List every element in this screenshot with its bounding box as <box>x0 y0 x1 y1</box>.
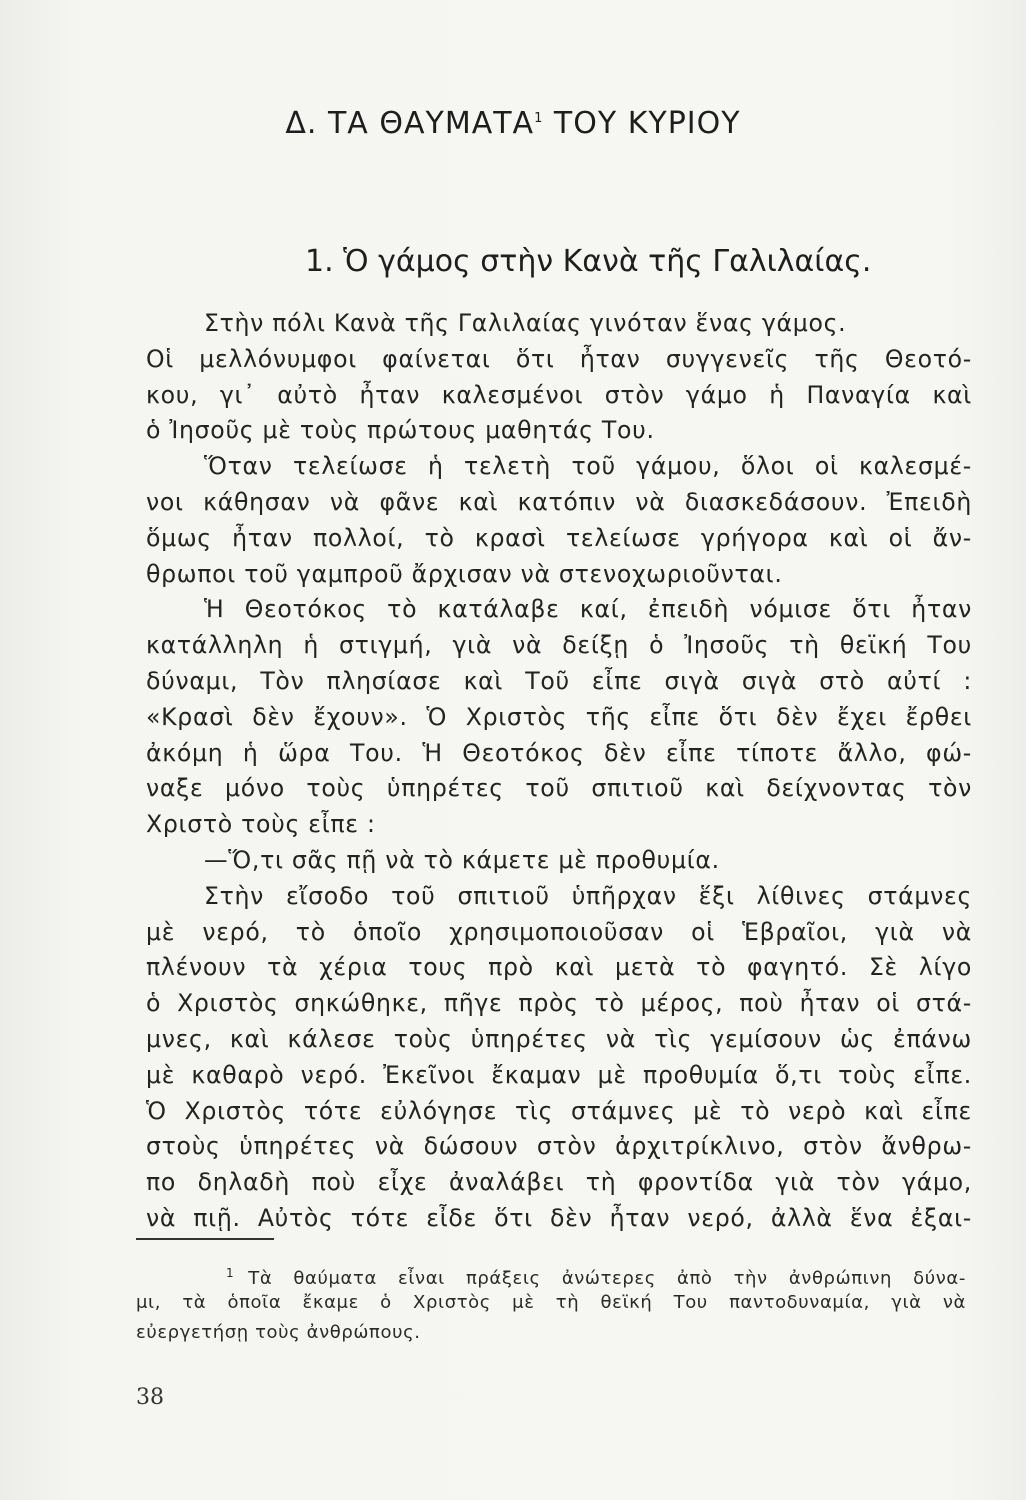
body-line: θρωποι τοῦ γαμπροῦ ἄρχισαν νὰ στενοχωριοῦνται. <box>146 559 783 588</box>
body-line: Χριστὸ τοὺς εἶπε : <box>146 810 376 839</box>
body-line: «Κρασὶ δὲν ἔχουν». Ὁ Χριστὸς τῆς εἶπε ὅτι δὲν ἔχει ἔρθει <box>146 702 972 731</box>
body-line: πλένουν τὰ χέρια τους πρὸ καὶ μετὰ τὸ φαγητό. Σὲ λίγο <box>146 953 972 982</box>
section-title: 1. Ὁ γάμος στὴν Κανὰ τῆς Γαλιλαίας. <box>305 244 872 279</box>
body-line: νοι κάθησαν νὰ φᾶνε καὶ κατόπιν νὰ διασκεδάσουν. Ἐπειδὴ <box>146 487 972 516</box>
body-line: πο δηλαδὴ ποὺ εἶχε ἀναλάβει τὴ φροντίδα γιὰ τὸν γάμο, <box>146 1168 972 1197</box>
footnote-line <box>136 1258 966 1288</box>
body-line: Στὴν πόλι Κανὰ τῆς Γαλιλαίας γινόταν ἕνας γάμος. <box>204 309 847 337</box>
body-line: Οἱ μελλόνυμφοι φαίνεται ὅτι ἦταν συγγενεῖς τῆς Θεοτό- <box>146 344 972 373</box>
body-line: —Ὅ,τι σᾶς πῇ νὰ τὸ κάμετε μὲ προθυμία. <box>204 845 720 874</box>
body-line: μὲ καθαρὸ νερό. Ἐκεῖνοι ἔκαμαν μὲ προθυμία ὅ,τι τοὺς εἶπε. <box>146 1060 972 1089</box>
body-line: Ὅταν τελείωσε ἡ τελετὴ τοῦ γάμου, ὅλοι οἱ καλεσμέ- <box>204 452 972 481</box>
footnote-line: εὐεργετήσῃ τοὺς ἀνθρώπους. <box>136 1322 421 1343</box>
body-line: Ἡ Θεοτόκος τὸ κατάλαβε καί, ἐπειδὴ νόμισε ὅτι ἦταν <box>204 595 972 624</box>
body-line: μνες, καὶ κάλεσε τοὺς ὑπηρέτες νὰ τὶς γεμίσουν ὡς ἐπάνω <box>146 1024 972 1053</box>
page-number: 38 <box>136 1385 164 1410</box>
body-line: ναξε μόνο τοὺς ὑπηρέτες τοῦ σπιτιοῦ καὶ δείχνοντας τὸν <box>146 774 972 803</box>
body-text <box>146 306 972 1237</box>
body-line: δύναμι, Τὸν πλησίασε καὶ Τοῦ εἶπε σιγὰ σιγὰ στὸ αὐτί : <box>146 666 972 695</box>
body-line: ὁ Ἰησοῦς μὲ τοὺς πρώτους μαθητάς Του. <box>146 416 655 445</box>
body-line: ἀκόμη ἡ ὥρα Του. Ἡ Θεοτόκος δὲν εἶπε τίποτε ἄλλο, φώ- <box>146 738 972 767</box>
chapter-title <box>0 106 1026 141</box>
body-line: Στὴν εἴσοδο τοῦ σπιτιοῦ ὑπῆρχαν ἕξι λίθινες στάμνες <box>204 881 972 910</box>
footnote-text: Τὰ θαύματα εἶναι πράξεις ἀνώτερες ἀπὸ τὴν ἀνθρώπινη δύνα- <box>248 1268 966 1289</box>
body-line: στοὺς ὑπηρέτες νὰ δώσουν στὸν ἀρχιτρίκλινο, στὸν ἄνθρω- <box>146 1132 972 1161</box>
body-line: κατάλληλη ἡ στιγμή, γιὰ νὰ δείξῃ ὁ Ἰησοῦς τὴ θεϊκή Του <box>146 631 972 660</box>
footnote-marker: 1 <box>226 1266 235 1280</box>
footnote <box>136 1258 966 1348</box>
body-line: Ὁ Χριστὸς τότε εὐλόγησε τὶς στάμνες μὲ τὸ νερὸ καὶ εἶπε <box>146 1096 972 1125</box>
chapter-title-text-end: ΤΟΥ ΚΥΡΙΟΥ <box>543 106 741 141</box>
chapter-title-text: Δ. ΤΑ ΘΑΥΜΑΤΑ <box>285 106 535 141</box>
body-line: νὰ πιῇ. Αὐτὸς τότε εἶδε ὅτι δὲν ἦταν νερό, ἀλλὰ ἕνα ἐξαι- <box>146 1203 972 1232</box>
footnote-line: μι, τὰ ὁποῖα ἔκαμε ὁ Χριστὸς μὲ τὴ θεϊκή Του παντοδυναμία, γιὰ νὰ <box>136 1292 966 1313</box>
chapter-title-footnote-marker: 1 <box>534 111 544 126</box>
body-line: μὲ νερό, τὸ ὁποῖο χρησιμοποιοῦσαν οἱ Ἑβραῖοι, γιὰ νὰ <box>146 917 972 946</box>
body-line: ὁ Χριστὸς σηκώθηκε, πῆγε πρὸς τὸ μέρος, ποὺ ἦταν οἱ στά- <box>146 989 972 1018</box>
body-line: κου, γι᾽ αὐτὸ ἦταν καλεσμένοι στὸν γάμο ἡ Παναγία καὶ <box>146 380 972 409</box>
body-line: ὅμως ἦταν πολλοί, τὸ κρασὶ τελείωσε γρήγορα καὶ οἱ ἄν- <box>146 523 972 552</box>
footnote-divider <box>136 1238 274 1240</box>
